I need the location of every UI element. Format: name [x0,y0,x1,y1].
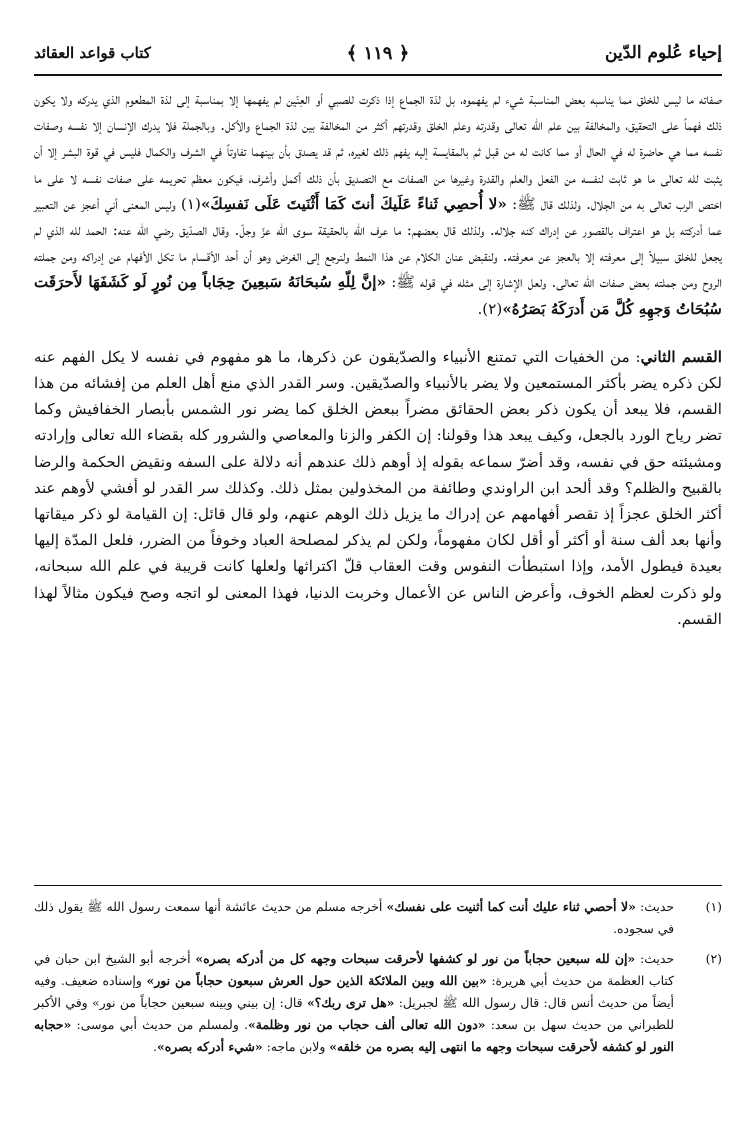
footnote-text: حديث: [635,899,675,914]
footnote-text: . ولمسلم من حديث أبي موسى: [71,1017,248,1032]
footnote-2 [34,948,722,1058]
footnote-text: وإسناده ضعيف. وفيه أيضاً من حديث أنس قال: قال رسول الله ﷺ لجبريل: [34,973,674,1010]
footnote-quote: «شيء أدركه بصره» [156,1039,263,1054]
footnote-rule [34,885,722,886]
paragraph-1-text-a: صفاته ما ليس للخلق مما يناسبه بعض المناسبة شيء لم يفهموه، بل لذة الجماع إذا ذكرت للصبي أو العِنّين لم يفهمها إلا بمناسبة إلى لذة المطعوم الذي يدركه ولا يكون ذلك فهماً على التحقيق، والمخالفة بين علم الله تعالى وقدرته وعلم الخلق وقدرتهم أكثر من المخالفة بين لذة الجماع والأكل. وبالجملة فلا يدرك الإنسان إلا نفسه وصفات نفسه مما هي حاضرة له في الحال أو مما كانت له من قبل ثم بالمقايسة إليه يفهم ذلك لغيره، ثم قد يصدق بأن بينهما تفاوتاً في الشرف والكمال فليس في قوة البشر إلا أن يثبت لله تعالى ما هو ثابت لنفسه من الفعل والعلم والقدرة وغيرها من الصفات مع التصديق بأن ذلك أكمل وأشرف، فيكون معظم تحريمه على صفات نفسه لا على ما اختص الرب تعالى به من الجلال. ولذلك قال ﷺ: [34,90,722,213]
chapter-title: كتاب قواعد العقائد [34,44,151,62]
footnote-1 [34,896,722,940]
footnote-text: أخرجه أبو الشيخ ابن حبان في كتاب العظمة من حديث أبي هريرة: [34,951,674,988]
footnote-text: أخرجه مسلم من حديث عائشة أنها سمعت رسول الله ﷺ يقول ذلك في سجوده. [34,899,674,936]
footnote-number: (١) [705,899,722,914]
footnote-quote: «هل ترى ربك؟» [306,995,395,1010]
footnote-text: حديث: [635,951,674,966]
paragraph-1 [34,86,722,322]
paragraph-2 [34,344,722,632]
footnote-quote: «دون الله تعالى ألف حجاب من نور وظلمة» [247,1017,486,1032]
header-rule [34,74,722,76]
footnote-quote: «حجابه النور لو كشفه لأحرقت سبحات وجهه ما انتهى إليه بصره من خلقه» [34,1017,674,1054]
hadith-quote-1: «لا أُحصِي ثَناءً عَلَيكَ أنتَ كَمَا أَثْنَيتَ عَلَى نَفسِكَ» [200,194,507,213]
footnote-number: (٢) [705,951,722,966]
footnote-text: قال: إن بيني وبينه سبعين حجاباً من نور» وفي الأكبر للطبراني من حديث سهل بن سعد: [34,995,674,1032]
paragraph-1-text-c: (٢). [477,299,503,318]
footnote-text: ولابن ماجه: [262,1039,330,1054]
page-number: ﴿ ١١٩ ﴾ [346,42,410,64]
footnotes [34,896,722,1058]
paragraph-1-text-b: (١) وليس المعنى أني أعجز عن التعبير عما أدركته بل هو اعتراف بالقصور عن إدراك كنه جلاله. ولذلك قال بعضهم: ما عرف الله بالحقيقة سوى الله عزّ وجلّ. وقال الصدّيق رضي الله عنه: الحمد لله الذي لم يجعل للخلق سبيلاً إلى معرفته إلا بالعجز عن معرفته. ولنقبض عنان الكلام عن هذا النمط ولنرجع إلى الغرض وهو أن أحد الأقسام ما تكل الأفهام عن إدراكه ومن جملته الروح ومن جملته بعض صفات الله تعالى. ولعل الإشارة إلى مثله في قوله ﷺ: [34,194,722,292]
main-text [34,86,722,632]
page-header [34,32,722,74]
footnote-quote: «بين الله وبين الملائكة الذين حول العرش سبعون حجاباً من نور» [146,973,487,988]
hadith-quote-2: «إنَّ لِلّهِ سُبحَانَهُ سَبعِينَ حِجَاباً مِن نُورٍ لَو كَشَفَهَا لأَحرَقَت سُبُحَاتُ وَجهِهِ كُلَّ مَن أَدرَكَهُ بَصَرُهُ» [34,273,722,318]
footnote-quote: «إن لله سبعين حجاباً من نور لو كشفها لأحرقت سبحات وجهه كل من أدركه بصره» [195,951,636,966]
footnote-text: . [153,1039,157,1054]
section-title: القسم الثاني [640,347,722,366]
book-title: إحياء عُلوم الدّين [605,43,722,63]
footnote-quote: «لا أحصي ثناء عليك أنت كما أثنيت على نفسك» [386,899,636,914]
paragraph-2-text: : من الخفيات التي تمتنع الأنبياء والصدّيقون عن ذكرها، ما هو مفهوم في نفسه لا يكل الفهم عنه لكن ذكره يضر بأكثر المستمعين ولا يضر بالأنبياء والصدّيقين. وسر القدر الذي منع أهل العلم من إفشائه من هذا القسم، فلا يبعد أن يكون ذكر بعض الحقائق مضراً ببعض الخلق كما يضر نور الشمس بأبصار الخفافيش وكما تضر رياح الورد بالجعل، وكيف يبعد هذا وقولنا: إن الكفر والزنا والمعاصي والشرور كله بقضاء الله تعالى وإرادته ومشيئته حق في نفسه، وقد أضرّ سماعه بقوله إذ أوهم ذلك عندهم أنه دلالة على السفه ونقيض الحكمة والرضا بالقبيح والظلم؟ وقد ألحد ابن الراوندي وطائفة من المخذولين بمثل ذلك. وكذلك سر القدر لو أفشي لأوهم عند أكثر الخلق عجزاً إذ تقصر أفهامهم عن إدراك ما يزيل ذلك الوهم عنهم، ولو قال قائل: إن القيامة لو ذكر ميقاتها وأنها بعد ألف سنة أو أكثر أو أقل لكان مفهوماً، ولكن لم يذكر لمصلحة العباد وخوفاً من الضرر، فلعل المدّة إليها بعيدة فيطول الأمد، وإذا استبطأت النفوس وقت العقاب قلّ اكتراثها ولعلها كانت قريبة في علم الله سبحانه، ولو ذكرت لعظم الخوف، وأعرض الناس عن الأعمال وخربت الدنيا، فهذا المعنى لو اتجه وصح فيكون مثالاً لهذا القسم. [34,347,722,628]
